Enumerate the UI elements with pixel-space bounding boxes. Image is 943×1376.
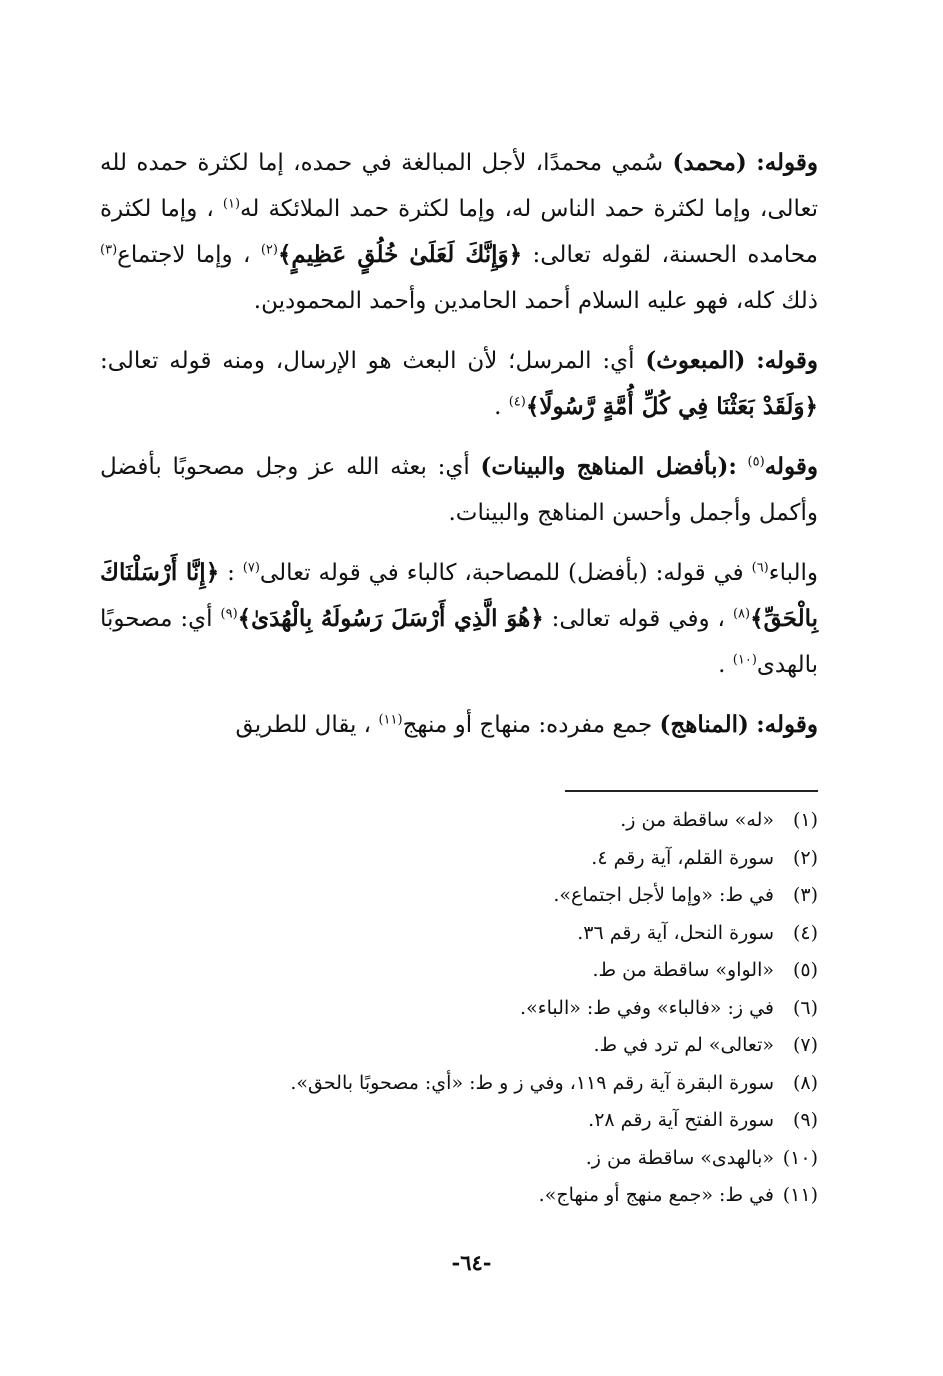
- footnote-number: (٨): [792, 1071, 818, 1094]
- footnote-text: «تعالى» لم ترد في ط.: [593, 1034, 774, 1056]
- main-text: [100, 140, 818, 762]
- footnote-text: «بالهدى» ساقطة من ز.: [585, 1146, 774, 1169]
- paragraph-text: أي: بعثه الله عز وجل مصحوبًا بأفضل وأكمل وأجمل وأحسن المناهج والبينات.: [100, 454, 818, 526]
- footnote-separator: [565, 790, 818, 792]
- footnote-ref[interactable]: (٨): [732, 606, 751, 622]
- term-heading: (المبعوث): [645, 347, 746, 374]
- footnote-text: «له» ساقطة من ز.: [620, 809, 774, 831]
- footnote-text: سورة البقرة آية رقم ١١٩، وفي ز و ط: «أي: مصحوبًا بالحق».: [290, 1071, 774, 1094]
- term-heading: (محمد): [672, 149, 747, 176]
- footnote-ref[interactable]: (٣): [100, 242, 118, 258]
- footnote-number: (٩): [792, 1109, 818, 1131]
- paragraph-afdal: [100, 444, 818, 536]
- footnote-ref[interactable]: (٩): [220, 606, 238, 622]
- paragraph-manahij: [100, 702, 818, 748]
- footnote-number: (٣): [792, 884, 818, 906]
- paragraph-text: ذلك كله، فهو عليه السلام أحمد الحامدين وأحمد المحمودين.: [253, 288, 818, 314]
- page-number: -٦٤-: [451, 1250, 492, 1275]
- footnote-item: [100, 1177, 818, 1215]
- paragraph-text: جمع مفرده: منهاج أو منهج: [402, 712, 653, 738]
- quran-verse: ﴿إِنَّا أَرْسَلْنَاكَ بِالْحَقِّ﴾: [100, 559, 819, 632]
- footnote-number: (٦): [792, 996, 818, 1019]
- paragraph-lead: وقوله:: [756, 711, 818, 738]
- footnote-text: «الواو» ساقطة من ط.: [592, 959, 774, 981]
- paragraph-text: سُمي محمدًا، لأجل المبالغة في حمده، إما لكثرة حمده لله تعالى، وإما لكثرة حمد الناس له، وإما لكثرة حمد الملائكة له: [100, 150, 818, 222]
- footnote-ref[interactable]: (٥): [747, 454, 765, 470]
- footnote-text: سورة الفتح آية رقم ٢٨.: [588, 1109, 774, 1131]
- paragraph-baa: [100, 550, 818, 688]
- footnote-text: سورة النحل، آية رقم ٣٦.: [577, 921, 774, 944]
- paragraph-text: والباء: [768, 560, 819, 586]
- footnote-text: في ط: «جمع منهج أو منهاج».: [538, 1184, 774, 1206]
- footnote-ref[interactable]: (٧): [242, 560, 260, 576]
- footnote-number: (١١): [782, 1184, 818, 1206]
- paragraph-text: .: [494, 394, 502, 420]
- footnote-ref[interactable]: (١٠): [732, 652, 757, 668]
- paragraph-text: ، وإما لاجتماع: [117, 242, 251, 268]
- footnote-item: [100, 915, 818, 953]
- footnote-item: [100, 877, 818, 915]
- footnotes-list: [100, 802, 818, 1215]
- footnote-number: (١): [792, 809, 818, 831]
- paragraph-text: ، وفي قوله تعالى:: [551, 606, 725, 632]
- paragraph-text: .: [718, 652, 726, 678]
- term-heading: (المناهج): [659, 711, 749, 738]
- footnote-number: (٧): [792, 1034, 818, 1056]
- paragraph-text: :: [227, 560, 235, 586]
- footnote-number: (٢): [792, 846, 818, 869]
- footnote-item: [100, 802, 818, 840]
- paragraph-lead: وقوله:: [756, 347, 819, 374]
- paragraph-lead: وقوله:: [756, 149, 819, 176]
- term-heading: :(بأفضل المناهج والبينات): [480, 453, 737, 480]
- paragraph-mabuth: [100, 338, 818, 430]
- footnote-item: [100, 1065, 818, 1103]
- paragraph-text: أي: المرسل؛ لأن البعث هو الإرسال، ومنه قوله تعالى:: [100, 348, 635, 374]
- footnote-item: [100, 952, 818, 990]
- paragraph-text: أي: مصحوبًا بالهدى: [100, 606, 818, 678]
- footnote-item: [100, 1140, 818, 1178]
- footnote-number: (٥): [792, 959, 818, 981]
- paragraph-lead: وقوله: [764, 453, 819, 480]
- footnote-text: في ط: «وإما لأجل اجتماع».: [553, 884, 774, 906]
- quran-verse: ﴿وَلَقَدْ بَعَثْنَا فِي كُلِّ أُمَّةٍ رَّسُولًا﴾: [525, 393, 818, 420]
- footnote-number: (٤): [792, 921, 818, 944]
- footnote-ref[interactable]: (١): [222, 196, 241, 212]
- quran-verse: ﴿وَإِنَّكَ لَعَلَىٰ خُلُقٍ عَظِيمٍ﴾: [277, 241, 523, 268]
- footnote-item: [100, 1102, 818, 1140]
- footnote-text: في ز: «فالباء» وفي ط: «الباء».: [520, 996, 774, 1019]
- paragraph-text: ، وإما لكثرة محامده الحسنة، لقوله تعالى:: [100, 196, 818, 268]
- paragraph-muhammad: [100, 140, 818, 324]
- footnote-item: [100, 840, 818, 878]
- footnote-item: [100, 1027, 818, 1065]
- footnote-ref[interactable]: (٤): [508, 394, 526, 410]
- footnote-ref[interactable]: (١١): [378, 712, 403, 728]
- footnote-ref[interactable]: (٦): [751, 560, 769, 576]
- paragraph-text: في قوله: (بأفضل) للمصاحبة، كالباء في قوله تعالى: [259, 560, 744, 586]
- paragraph-text: ، يقال للطريق: [235, 712, 372, 738]
- footnote-ref[interactable]: (٢): [260, 242, 278, 258]
- footnote-text: سورة القلم، آية رقم ٤.: [591, 846, 774, 869]
- footnote-number: (١٠): [782, 1146, 818, 1169]
- quran-verse: ﴿هُوَ الَّذِي أَرْسَلَ رَسُولَهُ بِالْهُدَىٰ﴾: [237, 605, 544, 632]
- footnote-item: [100, 990, 818, 1028]
